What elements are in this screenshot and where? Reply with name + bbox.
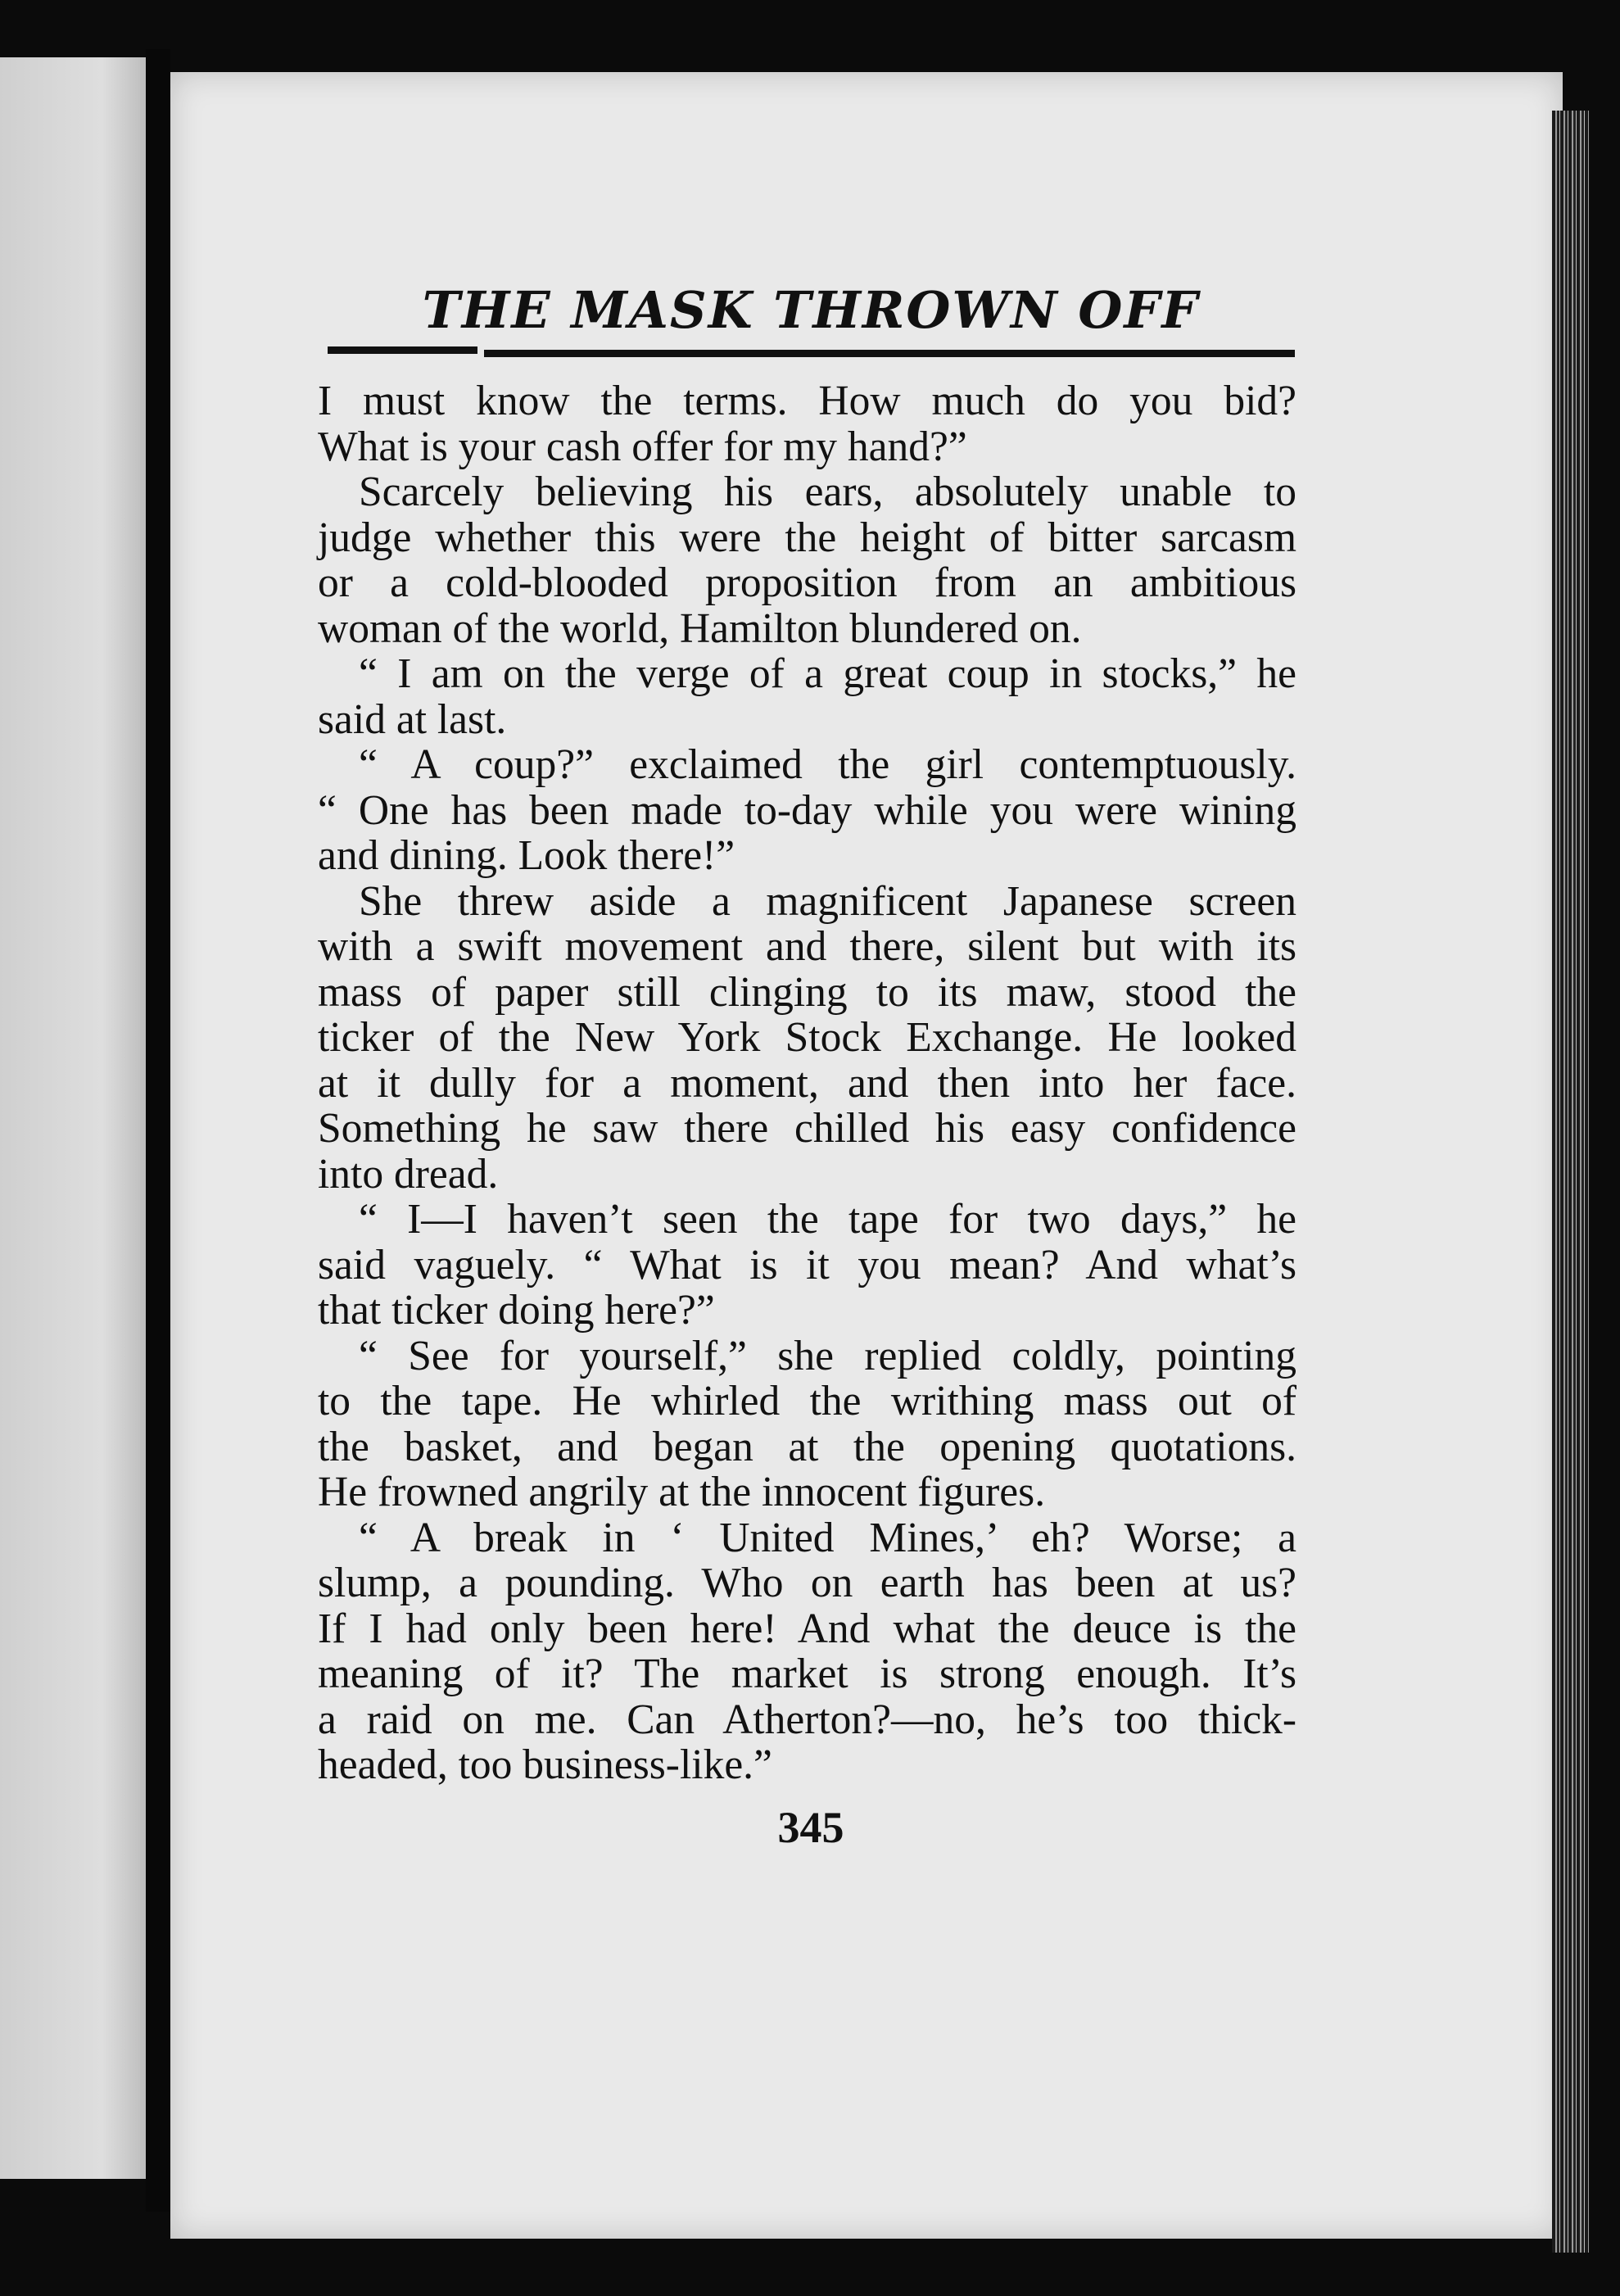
- text-line: I must know the terms. How much do you bid?: [318, 378, 1296, 424]
- running-title: THE MASK THROWN OFF: [422, 280, 1200, 340]
- text-line: said vaguely. “ What is it you mean? And what’s: [318, 1241, 1296, 1288]
- text-line: She threw aside a magnificent Japanese screen: [359, 877, 1296, 925]
- text-line: mass of paper still clinging to its maw, stood the: [318, 968, 1296, 1016]
- text-line: that ticker doing here?”: [318, 1287, 715, 1334]
- text-line: the basket, and began at the opening quotations.: [318, 1423, 1296, 1470]
- text-line: Scarcely believing his ears, absolutely unable to: [359, 469, 1296, 515]
- text-line: Something he saw there chilled his easy confidence: [318, 1105, 1296, 1152]
- book-gutter: [146, 49, 170, 2212]
- text-line: What is your cash offer for my hand?”: [318, 423, 967, 470]
- text-line: and dining. Look there!”: [318, 832, 735, 879]
- text-line: woman of the world, Hamilton blundered on.: [318, 605, 1082, 652]
- text-line: or a cold-blooded proposition from an ambitious: [318, 559, 1296, 606]
- text-line: meaning of it? The market is strong enough. It’s: [318, 1651, 1296, 1697]
- text-line: to the tape. He whirled the writhing mass out of: [318, 1378, 1296, 1424]
- text-line: “ A break in ‘ United Mines,’ eh? Worse; a: [359, 1514, 1296, 1561]
- page-number: 345: [777, 1803, 844, 1852]
- text-line: headed, too business-like.”: [318, 1741, 772, 1788]
- text-line: into dread.: [318, 1150, 499, 1198]
- text-line: a raid on me. Can Atherton?—no, he’s too thick-: [318, 1696, 1296, 1743]
- facing-page-edge: [0, 57, 146, 2179]
- text-line: said at last.: [318, 695, 507, 743]
- text-line: “ I am on the verge of a great coup in stocks,” he: [359, 650, 1296, 697]
- text-line: He frowned angrily at the innocent figures.: [318, 1469, 1046, 1515]
- text-line: with a swift movement and there, silent but with its: [318, 923, 1296, 970]
- page-body: [318, 378, 1296, 1788]
- text-line: “ I—I haven’t seen the tape for two days,” he: [359, 1196, 1296, 1243]
- text-line: “ A coup?” exclaimed the girl contemptuously.: [359, 741, 1296, 788]
- text-line: ticker of the New York Stock Exchange. He looked: [318, 1014, 1296, 1061]
- scan-border: [1589, 90, 1620, 2296]
- text-line: at it dully for a moment, and then into her face.: [318, 1059, 1296, 1107]
- text-line: “ One has been made to-day while you were wining: [318, 786, 1296, 834]
- text-line: slump, a pounding. Who on earth has been at us?: [318, 1560, 1296, 1606]
- text-line: “ See for yourself,” she replied coldly, pointing: [359, 1332, 1296, 1379]
- header-rule-right: [484, 350, 1295, 357]
- header-rule-left: [328, 346, 477, 354]
- text-line: judge whether this were the height of bitter sarcasm: [318, 514, 1296, 561]
- page-stack-edge: [1552, 111, 1589, 2253]
- text-line: If I had only been here! And what the deuce is the: [318, 1605, 1296, 1652]
